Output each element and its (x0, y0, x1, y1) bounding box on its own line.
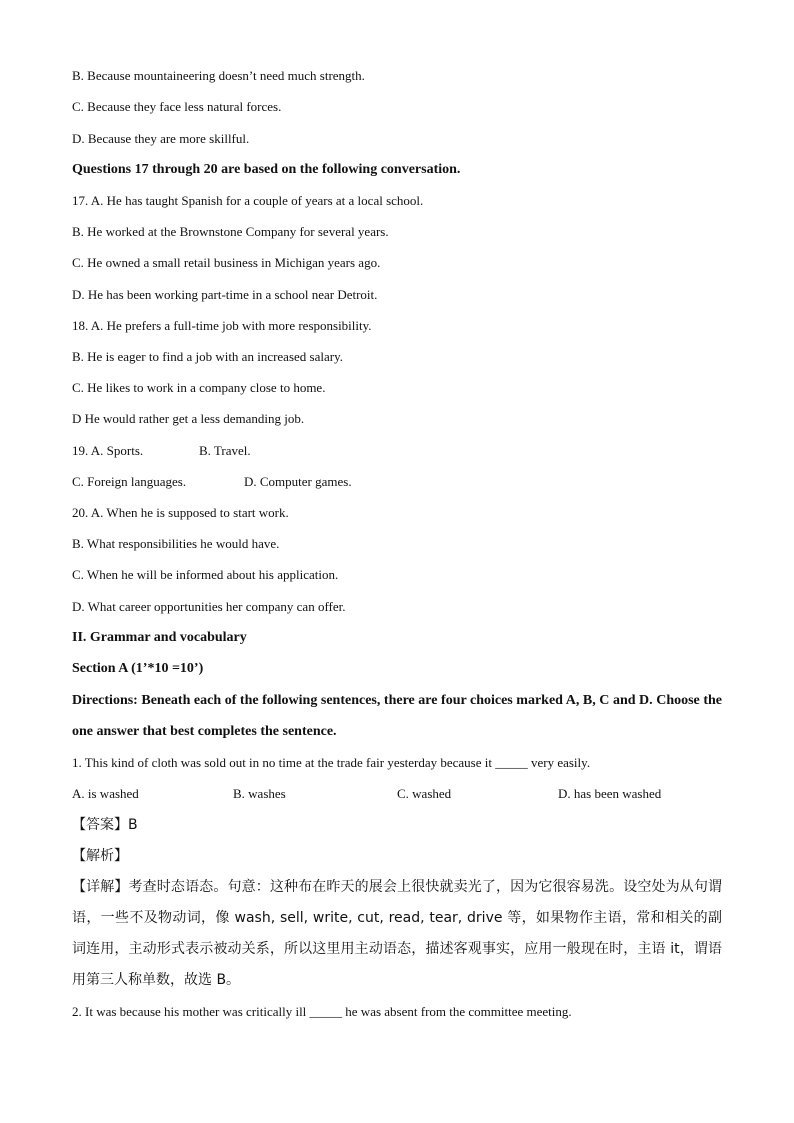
g1-option-c: C. washed (397, 786, 452, 801)
q16-option-c: C. Because they face less natural forces. (72, 99, 282, 114)
q20-option-a: 20. A. When he is supposed to start work. (72, 505, 289, 520)
q16-option-b: B. Because mountaineering doesn’t need much strength. (72, 68, 365, 83)
q19-option-c: C. Foreign languages. (72, 474, 187, 489)
q19-option-b: B. Travel. (199, 443, 251, 458)
section-heading: II. Grammar and vocabulary (72, 630, 247, 645)
q20-option-d: D. What career opportunities her company can offer. (72, 599, 346, 614)
analysis-label: 【解析】 (72, 848, 128, 864)
g1-option-b: B. washes (233, 786, 286, 801)
grammar-question-1: 1. This kind of cloth was sold out in no time at the trade fair yesterday because it _____ very easily. (72, 755, 591, 770)
g1-option-d: D. has been washed (558, 786, 662, 801)
q17-option-a: 17. A. He has taught Spanish for a couple of years at a local school. (72, 193, 424, 208)
q18-option-b: B. He is eager to find a job with an increased salary. (72, 349, 343, 364)
g1-option-a: A. is washed (72, 786, 139, 801)
q17-option-c: C. He owned a small retail business in Michigan years ago. (72, 255, 381, 270)
q20-option-c: C. When he will be informed about his application. (72, 567, 339, 582)
detail-paragraph: 【详解】考查时态语态。句意：这种布在昨天的展会上很快就卖光了，因为它很容易洗。设空处为从句谓语，一些不及物动词，像 wash, sell, write, cut, read, tear, drive 等，如果物作主语，常和相关的副词连用，主动形式表示被动关系，所以这里用主动语态，描述客观事实，应用一般现在时，主语 it，谓语用第三人称单数，故选 B。 (72, 879, 722, 988)
answer-label: 【答案】B (72, 817, 138, 833)
q17-option-b: B. He worked at the Brownstone Company for several years. (72, 224, 389, 239)
directions-text: Directions: Beneath each of the following sentences, there are four choices marked A, B, C and D. Choose the one answer that best completes the sentence. (72, 693, 722, 739)
q17-option-d: D. He has been working part-time in a school near Detroit. (72, 287, 378, 302)
q18-option-d: D He would rather get a less demanding job. (72, 411, 305, 426)
grammar-question-2: 2. It was because his mother was critically ill _____ he was absent from the committee meeting. (72, 1004, 572, 1019)
q20-option-b: B. What responsibilities he would have. (72, 536, 280, 551)
q19-option-a: 19. A. Sports. (72, 443, 144, 458)
q16-option-d: D. Because they are more skillful. (72, 131, 250, 146)
conversation-header: Questions 17 through 20 are based on the following conversation. (72, 162, 461, 177)
q18-option-a: 18. A. He prefers a full-time job with more responsibility. (72, 318, 372, 333)
section-a-heading: Section A (1’*10 =10’) (72, 661, 204, 676)
q19-option-d: D. Computer games. (244, 474, 352, 489)
q18-option-c: C. He likes to work in a company close to home. (72, 380, 326, 395)
